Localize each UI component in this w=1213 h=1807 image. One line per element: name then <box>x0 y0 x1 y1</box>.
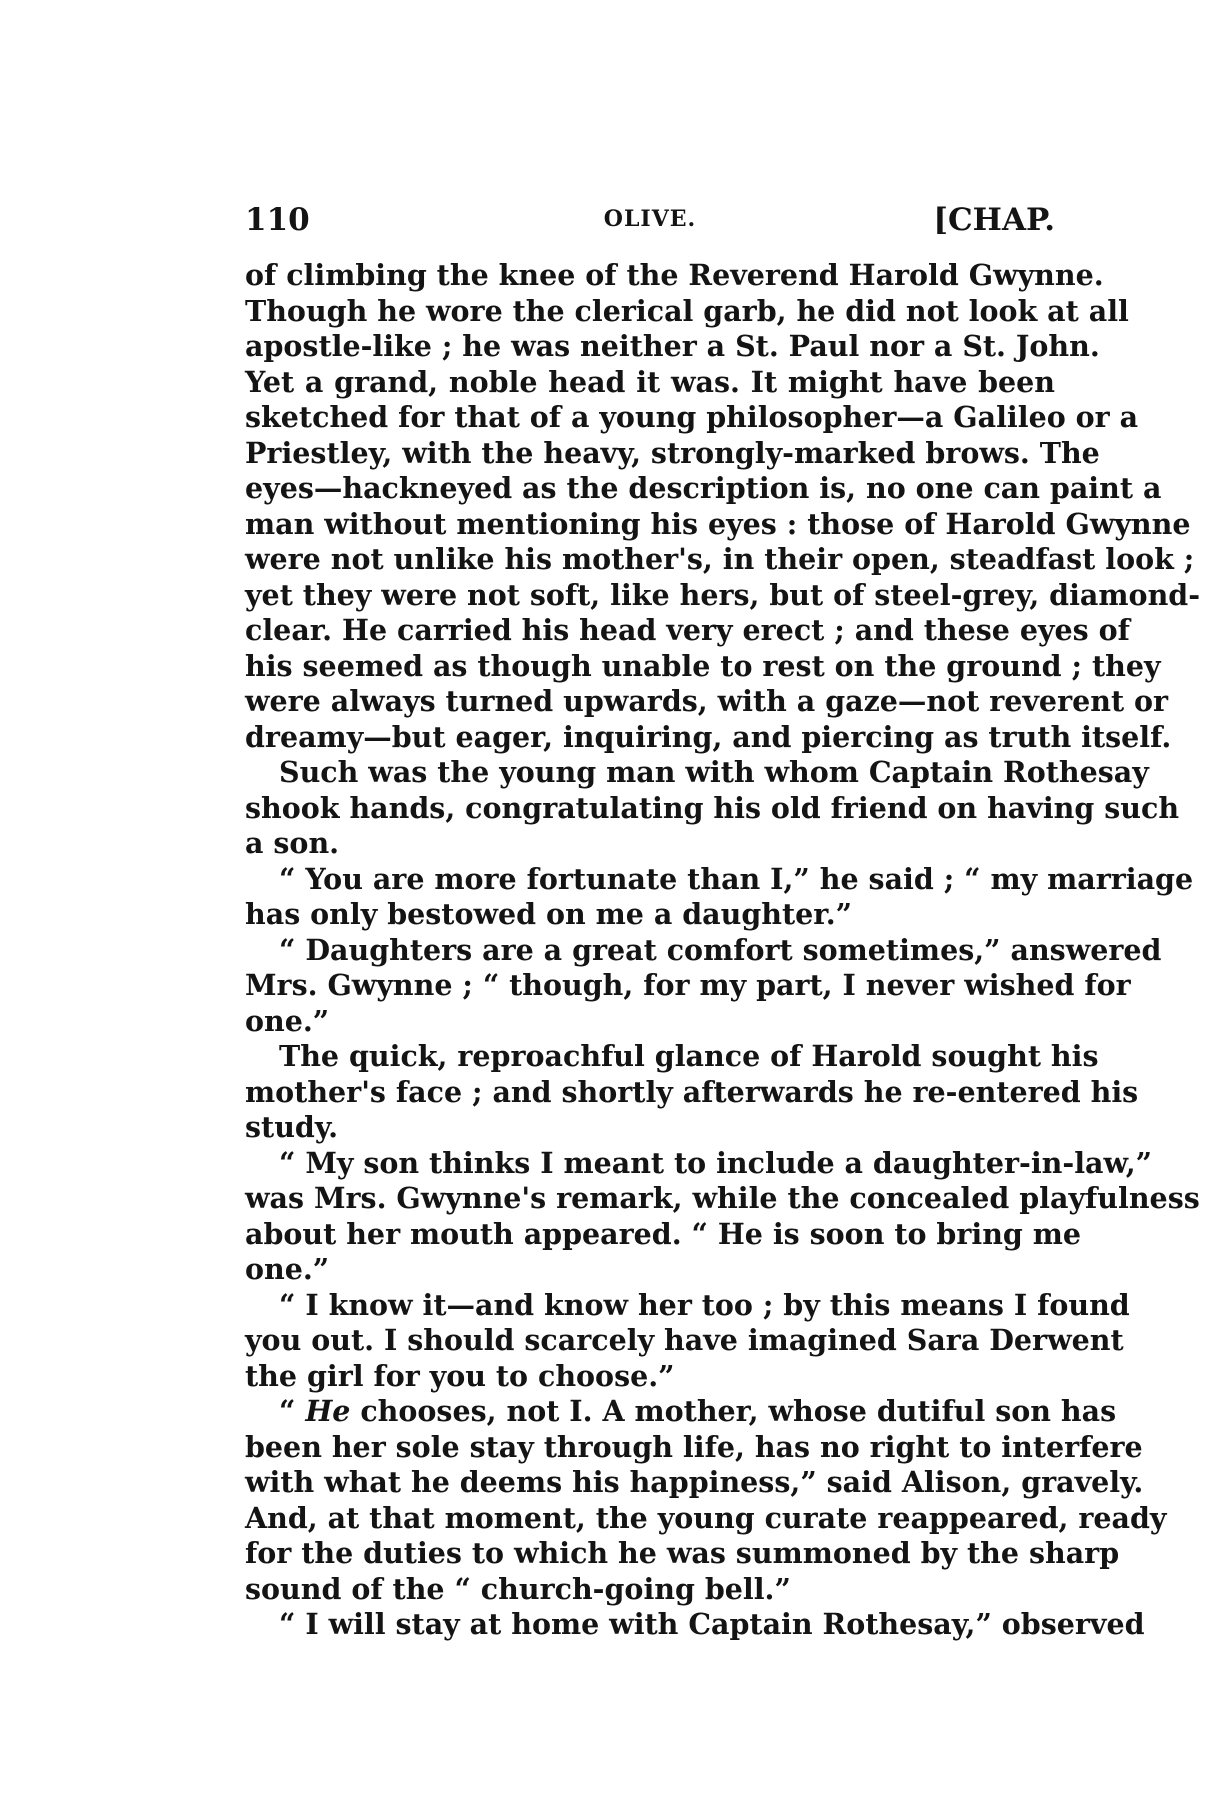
text-line: Though he wore the clerical garb, he did not look at all <box>245 293 1129 328</box>
text-line: “ I know it—and know her too ; by this means I found <box>279 1287 1130 1322</box>
text-line: study. <box>245 1110 339 1144</box>
text-line: been her sole stay through life, has no right to interfere <box>245 1429 1143 1464</box>
text-line: yet they were not soft, like hers, but of steel-grey, diamond- <box>245 577 1201 612</box>
text-line: The quick, reproachful glance of Harold sought his <box>279 1039 1099 1073</box>
text-line: were always turned upwards, with a gaze—not reverent or <box>245 684 1169 718</box>
text-line: sound of the “ church-going bell.” <box>245 1571 791 1606</box>
text-line: eyes—hackneyed as the description is, no one can paint a <box>245 471 1162 505</box>
text-line: Such was the young man with whom Captain Rothesay <box>279 755 1149 789</box>
text-line: about her mouth appeared. “ He is soon to bring me <box>245 1216 1082 1251</box>
running-title: OLIVE. <box>603 206 697 232</box>
text-line: Mrs. Gwynne ; “ though, for my part, I never wished for <box>245 968 1131 1002</box>
text-line: his seemed as though unable to rest on the ground ; they <box>245 648 1161 683</box>
text-line: “ My son thinks I meant to include a daughter-in-law,” <box>279 1145 1153 1180</box>
text-line: has only bestowed on me a daughter.” <box>245 897 853 931</box>
text-line: shook hands, congratulating his old friend on having such <box>245 790 1180 825</box>
text-line: a son. <box>245 826 340 860</box>
emphasis-word: He <box>305 1394 351 1428</box>
text-line: of climbing the knee of the Reverend Harold Gwynne. <box>245 258 1104 292</box>
text-line: apostle-like ; he was neither a St. Paul nor a St. John. <box>245 329 1100 363</box>
text-line: “ You are more fortunate than I,” he said ; “ my marriage <box>279 861 1194 896</box>
text-line: was Mrs. Gwynne's remark, while the concealed playfulness <box>245 1181 1200 1215</box>
text-line: “ He chooses, not I. A mother, whose dutiful son has <box>279 1394 1117 1428</box>
text-line: sketched for that of a young philosopher—a Galileo or a <box>245 400 1139 434</box>
text-line: “ I will stay at home with Captain Rothesay,” observed <box>279 1607 1145 1641</box>
text-line: Priestley, with the heavy, strongly-marked brows. The <box>245 435 1100 470</box>
page-header <box>245 202 1055 242</box>
text-line: Yet a grand, noble head it was. It might have been <box>245 364 1055 399</box>
text-line: man without mentioning his eyes : those of Harold Gwynne <box>245 506 1191 541</box>
chapter-label: [CHAP. <box>933 202 1055 238</box>
text-line: for the duties to which he was summoned by the sharp <box>245 1536 1120 1570</box>
text-line: dreamy—but eager, inquiring, and piercing as truth itself. <box>245 719 1172 754</box>
text-line: And, at that moment, the young curate reappeared, ready <box>245 1500 1167 1535</box>
text-line: one.” <box>245 1252 330 1286</box>
body-text <box>245 258 1201 1643</box>
text-line: you out. I should scarcely have imagined Sara Derwent <box>245 1323 1124 1357</box>
text-line: one.” <box>245 1003 330 1038</box>
text-line: clear. He carried his head very erect ; and these eyes of <box>245 613 1130 647</box>
text-line: with what he deems his happiness,” said Alison, gravely. <box>245 1465 1144 1499</box>
page-number: 110 <box>245 202 310 238</box>
text-line: the girl for you to choose.” <box>245 1358 675 1393</box>
text-line: mother's face ; and shortly afterwards he re-entered his <box>245 1074 1139 1109</box>
text-line: were not unlike his mother's, in their open, steadfast look ; <box>245 542 1195 576</box>
text-line: “ Daughters are a great comfort sometimes,” answered <box>279 932 1162 967</box>
